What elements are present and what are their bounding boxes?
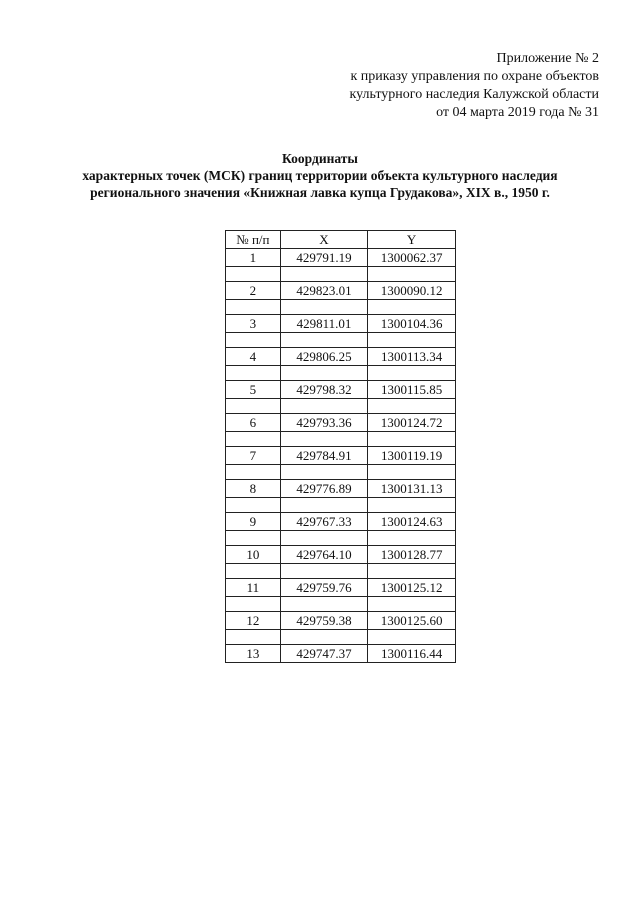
table-row: [226, 480, 456, 498]
cell-y: 1300128.77: [368, 546, 456, 564]
spacer-row: [226, 597, 456, 612]
empty-cell: [280, 465, 367, 480]
spacer-row: [226, 300, 456, 315]
empty-cell: [280, 366, 367, 381]
empty-cell: [368, 300, 456, 315]
cell-y: 1300125.12: [368, 579, 456, 597]
header-y: Y: [368, 231, 456, 249]
table-row: [226, 315, 456, 333]
empty-cell: [280, 432, 367, 447]
table-header-row: [226, 231, 456, 249]
cell-x: 429791.19: [280, 249, 367, 267]
table-body: [226, 249, 456, 663]
table-row: [226, 645, 456, 663]
empty-cell: [280, 531, 367, 546]
cell-x: 429776.89: [280, 480, 367, 498]
cell-y: 1300090.12: [368, 282, 456, 300]
header-x: X: [280, 231, 367, 249]
cell-y: 1300119.19: [368, 447, 456, 465]
spacer-row: [226, 399, 456, 414]
cell-y: 1300062.37: [368, 249, 456, 267]
empty-cell: [368, 366, 456, 381]
appendix-line-order: к приказу управления по охране объектов: [350, 69, 599, 84]
cell-x: 429759.76: [280, 579, 367, 597]
cell-x: 429759.38: [280, 612, 367, 630]
empty-cell: [280, 630, 367, 645]
empty-cell: [280, 597, 367, 612]
spacer-row: [226, 498, 456, 513]
cell-y: 1300131.13: [368, 480, 456, 498]
empty-cell: [368, 531, 456, 546]
empty-cell: [226, 432, 281, 447]
empty-cell: [226, 564, 281, 579]
cell-x: 429747.37: [280, 645, 367, 663]
cell-number: 13: [226, 645, 281, 663]
cell-y: 1300115.85: [368, 381, 456, 399]
empty-cell: [226, 498, 281, 513]
cell-number: 3: [226, 315, 281, 333]
table-row: [226, 447, 456, 465]
table-row: [226, 513, 456, 531]
cell-number: 2: [226, 282, 281, 300]
cell-number: 1: [226, 249, 281, 267]
table-row: [226, 282, 456, 300]
cell-x: 429784.91: [280, 447, 367, 465]
table-row: [226, 579, 456, 597]
empty-cell: [368, 597, 456, 612]
cell-x: 429798.32: [280, 381, 367, 399]
empty-cell: [226, 267, 281, 282]
spacer-row: [226, 432, 456, 447]
title-line-3: регионального значения «Книжная лавка купца Грудакова», XIX в., 1950 г.: [90, 185, 550, 200]
cell-y: 1300124.63: [368, 513, 456, 531]
empty-cell: [368, 630, 456, 645]
cell-y: 1300125.60: [368, 612, 456, 630]
empty-cell: [368, 564, 456, 579]
appendix-line-authority: культурного наследия Калужской области: [349, 87, 599, 102]
cell-number: 5: [226, 381, 281, 399]
cell-number: 10: [226, 546, 281, 564]
empty-cell: [226, 597, 281, 612]
spacer-row: [226, 366, 456, 381]
spacer-row: [226, 564, 456, 579]
empty-cell: [368, 498, 456, 513]
document-title: [0, 150, 640, 201]
spacer-row: [226, 333, 456, 348]
cell-y: 1300124.72: [368, 414, 456, 432]
title-heading: Координаты: [282, 151, 358, 166]
cell-x: 429823.01: [280, 282, 367, 300]
empty-cell: [226, 630, 281, 645]
empty-cell: [368, 432, 456, 447]
appendix-line-number: Приложение № 2: [496, 51, 599, 66]
table-row: [226, 381, 456, 399]
empty-cell: [368, 465, 456, 480]
cell-y: 1300116.44: [368, 645, 456, 663]
cell-number: 4: [226, 348, 281, 366]
table-row: [226, 612, 456, 630]
empty-cell: [226, 465, 281, 480]
coordinates-table: [225, 230, 456, 663]
empty-cell: [368, 267, 456, 282]
cell-x: 429764.10: [280, 546, 367, 564]
empty-cell: [226, 399, 281, 414]
cell-y: 1300104.36: [368, 315, 456, 333]
cell-number: 8: [226, 480, 281, 498]
header-number: № п/п: [226, 231, 281, 249]
spacer-row: [226, 267, 456, 282]
cell-x: 429806.25: [280, 348, 367, 366]
spacer-row: [226, 630, 456, 645]
empty-cell: [226, 531, 281, 546]
empty-cell: [280, 498, 367, 513]
empty-cell: [280, 267, 367, 282]
cell-number: 12: [226, 612, 281, 630]
empty-cell: [280, 564, 367, 579]
table-row: [226, 249, 456, 267]
empty-cell: [280, 399, 367, 414]
appendix-header: [350, 50, 599, 122]
title-line-2: характерных точек (МСК) границ территории объекта культурного наследия: [82, 168, 558, 183]
table-row: [226, 414, 456, 432]
spacer-row: [226, 531, 456, 546]
empty-cell: [226, 333, 281, 348]
appendix-line-date: от 04 марта 2019 года № 31: [436, 105, 599, 120]
empty-cell: [368, 333, 456, 348]
table-row: [226, 546, 456, 564]
empty-cell: [280, 333, 367, 348]
cell-x: 429793.36: [280, 414, 367, 432]
cell-x: 429767.33: [280, 513, 367, 531]
cell-number: 9: [226, 513, 281, 531]
table-row: [226, 348, 456, 366]
empty-cell: [226, 366, 281, 381]
cell-number: 6: [226, 414, 281, 432]
cell-number: 7: [226, 447, 281, 465]
cell-x: 429811.01: [280, 315, 367, 333]
empty-cell: [280, 300, 367, 315]
cell-y: 1300113.34: [368, 348, 456, 366]
cell-number: 11: [226, 579, 281, 597]
empty-cell: [368, 399, 456, 414]
empty-cell: [226, 300, 281, 315]
spacer-row: [226, 465, 456, 480]
